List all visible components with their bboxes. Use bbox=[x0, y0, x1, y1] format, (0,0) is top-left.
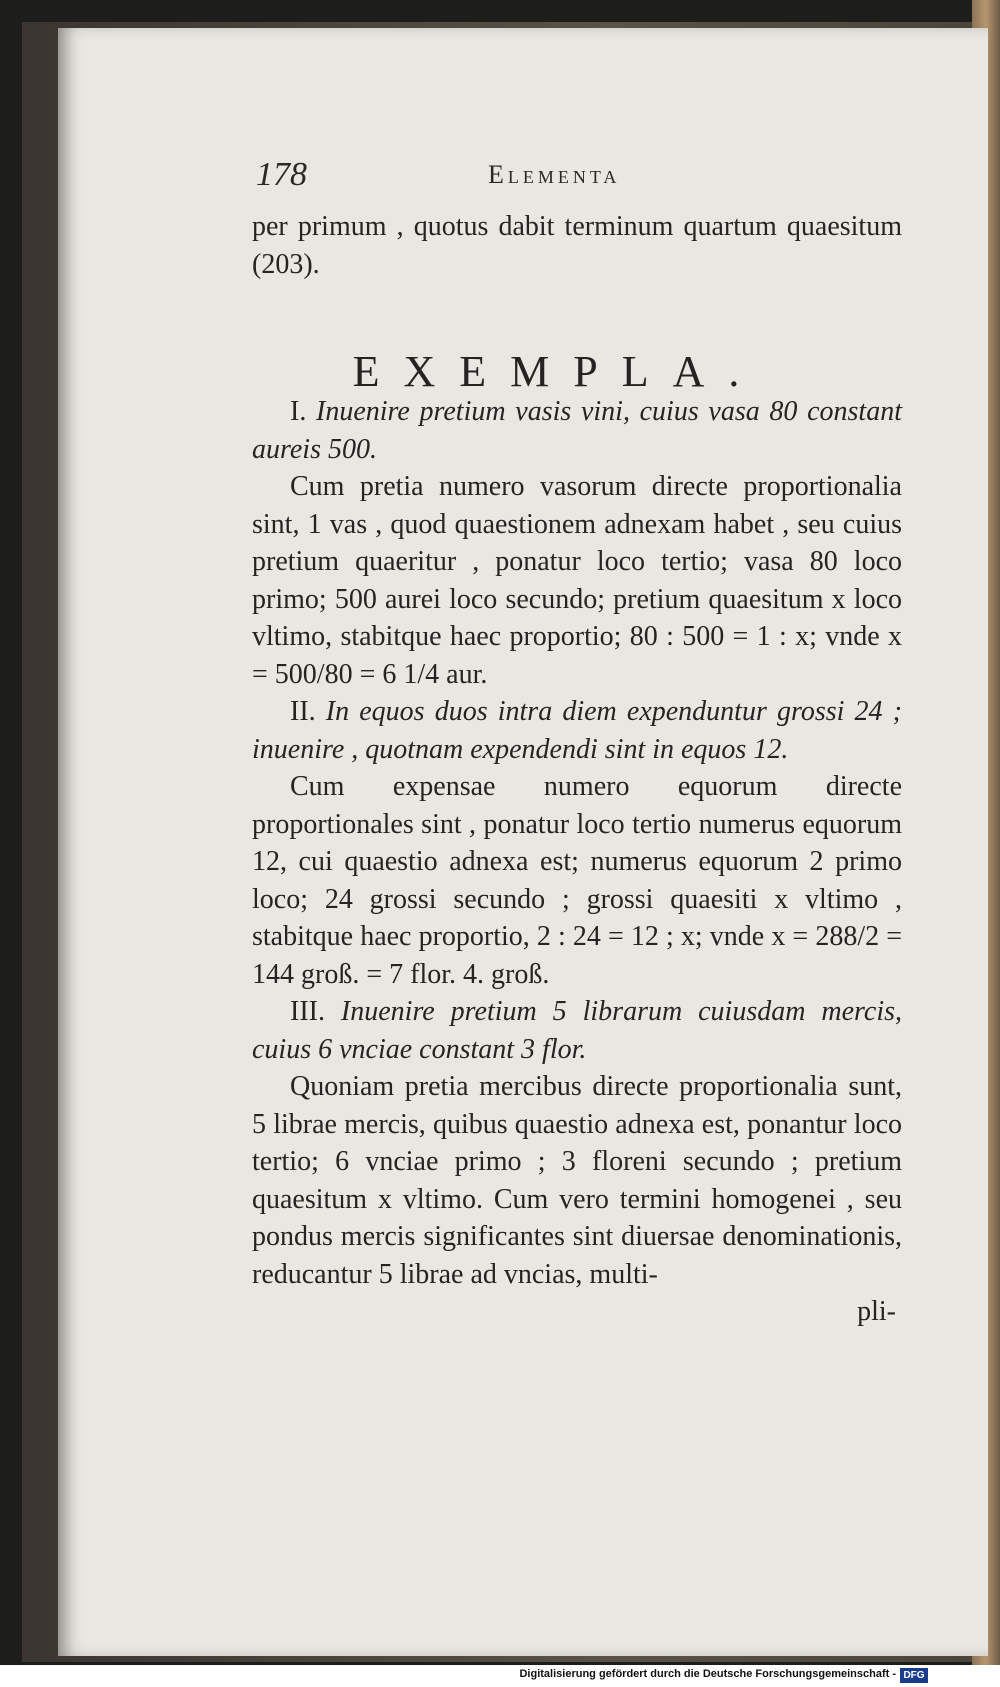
funding-credit: Digitalisierung gefördert durch die Deutsche Forschungsgemeinschaft - bbox=[519, 1668, 896, 1680]
example-2-problem-text: In equos duos intra diem expenduntur grossi 24 ; inuenire , quotnam expendendi sint in equos 12. bbox=[252, 696, 903, 765]
example-1-problem-text: Inuenire pretium vasis vini, cuius vasa 80 constant aureis 500. bbox=[252, 396, 902, 465]
book-page bbox=[58, 28, 988, 1656]
digitization-footer bbox=[0, 1665, 1000, 1687]
example-3-label: III. bbox=[290, 996, 325, 1027]
example-2-problem bbox=[252, 693, 902, 768]
running-head: Elementa bbox=[488, 160, 621, 189]
example-1-label: I. bbox=[290, 396, 307, 427]
example-1-problem bbox=[252, 393, 902, 468]
intro-text: per primum , quotus dabit terminum quartum quaesitum (203). bbox=[252, 211, 902, 280]
example-1-solution: Cum pretia numero vasorum directe proportionalia sint, 1 vas , quod quaestionem adnexam habet , seu cuius pretium quaeritur , ponatur loco tertio; vasa 80 loco primo; 500 aurei loco secundo; pretium quaesitum x loco vltimo, stabitque haec proportio; 80 : 500 = 1 : x; vnde x = 500/80 = 6 1/4 aur. bbox=[252, 471, 902, 690]
example-2-solution: Cum expensae numero equorum directe proportionales sint , ponatur loco tertio numerus equorum 12, cui quaestio adnexa est; numerus equorum 2 primo loco; 24 grossi secundo ; grossi quaesiti x vltimo , stabitque haec proportio, 2 : 24 = 12 ; x; vnde x = 288/2 = 144 groß. = 7 flor. 4. groß. bbox=[252, 771, 902, 990]
page-header bbox=[58, 156, 988, 196]
examples-block bbox=[252, 393, 902, 1331]
example-3-solution: Quoniam pretia mercibus directe proportionalia sunt, 5 librae mercis, quibus quaestio adnexa est, ponantur loco tertio; 6 vnciae primo ; 3 floreni secundo ; pretium quaesitum x vltimo. Cum vero termini homogenei , seu pondus mercis significantes sint diuersae denominationis, reducantur 5 librae ad vncias, multi- bbox=[252, 1071, 902, 1290]
intro-paragraph bbox=[252, 208, 902, 283]
page-number: 178 bbox=[256, 156, 307, 193]
example-3-problem bbox=[252, 993, 902, 1068]
dfg-logo: DFG bbox=[900, 1668, 928, 1683]
catchword: pli- bbox=[857, 1296, 896, 1327]
section-heading: EXEMPLA. bbox=[352, 347, 764, 396]
example-3-problem-text: Inuenire pretium 5 librarum cuiusdam mercis, cuius 6 vnciae constant 3 flor. bbox=[252, 996, 902, 1065]
example-2-label: II. bbox=[290, 696, 316, 727]
